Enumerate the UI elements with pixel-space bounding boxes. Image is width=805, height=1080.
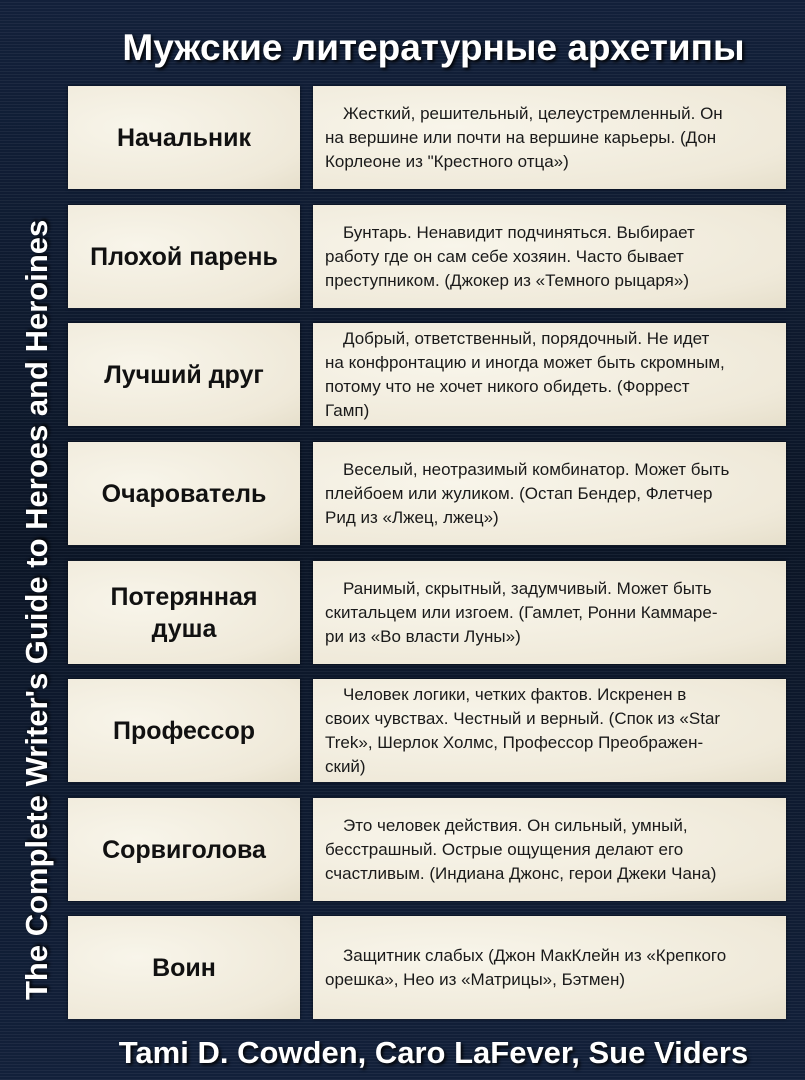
archetype-description: Это человек действия. Он сильный, умный, бесстрашный. Острые ощущения делают его счастливым. (Индиана Джонс, герои Джеки Чана) <box>313 798 786 901</box>
archetype-description: Веселый, неотразимый комбинатор. Может быть плейбоем или жуликом. (Остап Бендер, Флетчер Рид из «Лжец, лжец») <box>313 442 786 545</box>
archetype-row <box>68 86 786 189</box>
archetype-row <box>68 916 786 1019</box>
authors-footer: Tami D. Cowden, Caro LaFever, Sue Viders <box>118 1035 749 1070</box>
archetype-row <box>68 205 786 308</box>
archetype-description: Жесткий, решительный, целеустремленный. Он на вершине или почти на вершине карьеры. (Дон Корлеоне из "Крестного отца») <box>313 86 786 189</box>
book-title-vertical: The Complete Writer's Guide to Heroes and Heroines <box>19 219 54 1000</box>
archetype-name: Сорвиголова <box>68 798 300 901</box>
archetype-name: Потерянная душа <box>68 561 300 664</box>
archetype-description: Бунтарь. Ненавидит подчиняться. Выбирает работу где он сам себе хозяин. Часто бывает преступником. (Джокер из «Темного рыцаря») <box>313 205 786 308</box>
archetype-name: Воин <box>68 916 300 1019</box>
archetype-row <box>68 679 786 782</box>
archetype-name: Лучший друг <box>68 323 300 426</box>
archetype-description: Защитник слабых (Джон МакКлейн из «Крепкого орешка», Нео из «Матрицы», Бэтмен) <box>313 916 786 1019</box>
archetype-name: Профессор <box>68 679 300 782</box>
archetype-description: Ранимый, скрытный, задумчивый. Может быть скитальцем или изгоем. (Гамлет, Ронни Каммаре- ри из «Во власти Луны») <box>313 561 786 664</box>
archetype-description: Человек логики, четких фактов. Искренен в своих чувствах. Честный и верный. (Спок из «Star Trek», Шерлок Холмс, Профессор Преображен- ский) <box>313 679 786 782</box>
archetype-description: Добрый, ответственный, порядочный. Не идет на конфронтацию и иногда может быть скромным, потому что не хочет никого обидеть. (Форрест Гамп) <box>313 323 786 426</box>
archetype-name: Очарователь <box>68 442 300 545</box>
archetype-name: Начальник <box>68 86 300 189</box>
archetype-name: Плохой парень <box>68 205 300 308</box>
archetype-row <box>68 561 786 664</box>
archetype-row <box>68 442 786 545</box>
archetype-row <box>68 798 786 901</box>
archetype-row <box>68 323 786 426</box>
page-title: Мужские литературные архетипы <box>122 27 745 68</box>
